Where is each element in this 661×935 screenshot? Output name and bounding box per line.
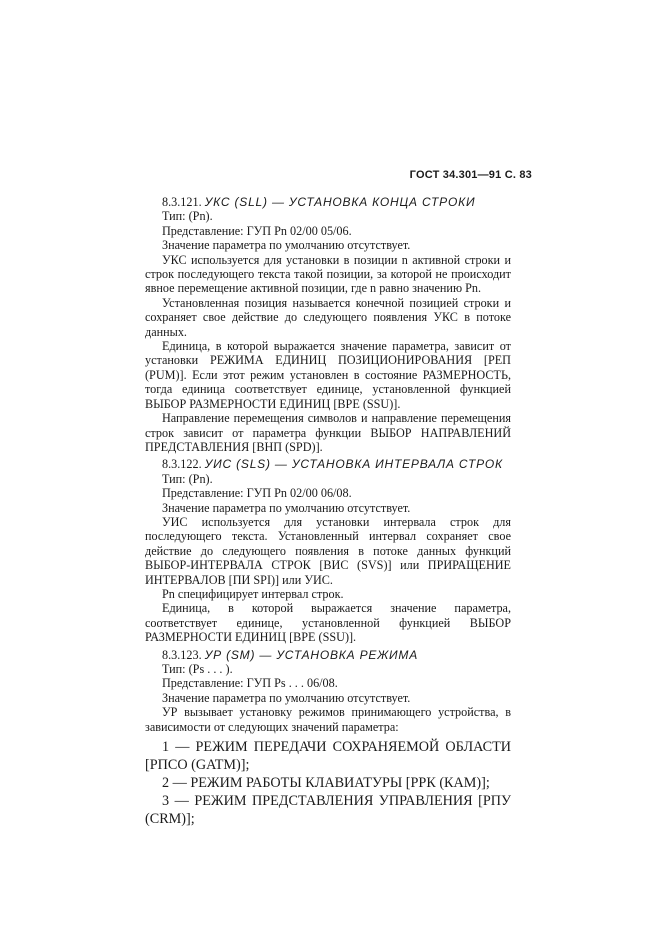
- paragraph: Единица, в которой выражается значение параметра, зависит от установки РЕЖИМА ЕДИНИЦ ПОЗИЦИОНИРОВАНИЯ [РЕП (PUM)]. Если этот режим установлен в состояние РАЗМЕРНОСТЬ, тогда единица соответствует единице, установленной функцией ВЫБОР РАЗМЕРНОСТИ ЕДИНИЦ [ВРЕ (SSU)].: [145, 339, 511, 411]
- paragraph: Тип: (Pn).: [162, 209, 213, 224]
- body-text: [145, 192, 511, 828]
- paragraph: Значение параметра по умолчанию отсутствует.: [162, 690, 411, 705]
- paragraph: Установленная позиция называется конечной позицией строки и сохраняет свое действие до следующего появления УКС в потоке данных.: [145, 295, 511, 339]
- paragraph: Представление: ГУП Pn 02/00 06/08.: [162, 486, 352, 501]
- section-heading: 8.3.123. УР (SM) — УСТАНОВКА РЕЖИМА: [162, 647, 419, 662]
- mode-item: 2 — РЕЖИМ РАБОТЫ КЛАВИАТУРЫ [РРК (КАМ)];: [162, 775, 490, 792]
- paragraph: Тип: (Ps . . . ).: [162, 662, 233, 676]
- section-heading: 8.3.122. УИС (SLS) — УСТАНОВКА ИНТЕРВАЛА СТРОК: [162, 457, 503, 472]
- paragraph: Pn специфицирует интервал строк.: [162, 586, 344, 601]
- mode-item: 1 — РЕЖИМ ПЕРЕДАЧИ СОХРАНЯЕМОЙ ОБЛАСТИ [РПСО (GATM)];: [145, 739, 511, 774]
- section-heading: 8.3.121. УКС (SLL) — УСТАНОВКА КОНЦА СТРОКИ: [162, 195, 476, 209]
- paragraph: Значение параметра по умолчанию отсутствует.: [162, 238, 411, 253]
- paragraph: Направление перемещения символов и направление перемещения строк зависит от параметра функции ВЫБОР НАПРАВЛЕНИЙ ПРЕДСТАВЛЕНИЯ [ВНП (SPD)].: [145, 411, 511, 454]
- paragraph: Представление: ГУП Ps . . . 06/08.: [162, 676, 338, 691]
- paragraph: Единица, в которой выражается значение параметра, соответствует единице, установленной функцией ВЫБОР РАЗМЕРНОСТИ ЕДИНИЦ [ВРЕ (SSU)].: [145, 601, 511, 645]
- page-header: ГОСТ 34.301—91 С. 83: [409, 169, 532, 181]
- paragraph: УР вызывает установку режимов принимающего устройства, в зависимости от следующих значений параметра:: [145, 705, 511, 734]
- paragraph: УИС используется для установки интервала строк для последующего текста. Установленный интервал сохраняет свое действие до следующего появления в потоке данных функций ВЫБОР-ИНТЕРВАЛА СТРОК [ВИС (SVS)] или ПРИРАЩЕНИЕ ИНТЕРВАЛОВ [ПИ SPI)] или УИС.: [145, 514, 511, 587]
- paragraph: Представление: ГУП Pn 02/00 05/06.: [162, 223, 352, 238]
- mode-item: 3 — РЕЖИМ ПРЕДСТАВЛЕНИЯ УПРАВЛЕНИЯ [РПУ (CRM)];: [145, 793, 511, 828]
- paragraph: УКС используется для установки в позиции n активной строки и строк последующего текста такой позиции, за которой не происходит явное перемещение активной позиции, где n равно значению Pn.: [145, 252, 511, 296]
- paragraph: Значение параметра по умолчанию отсутствует.: [162, 500, 411, 515]
- paragraph: Тип: (Pn).: [162, 471, 213, 486]
